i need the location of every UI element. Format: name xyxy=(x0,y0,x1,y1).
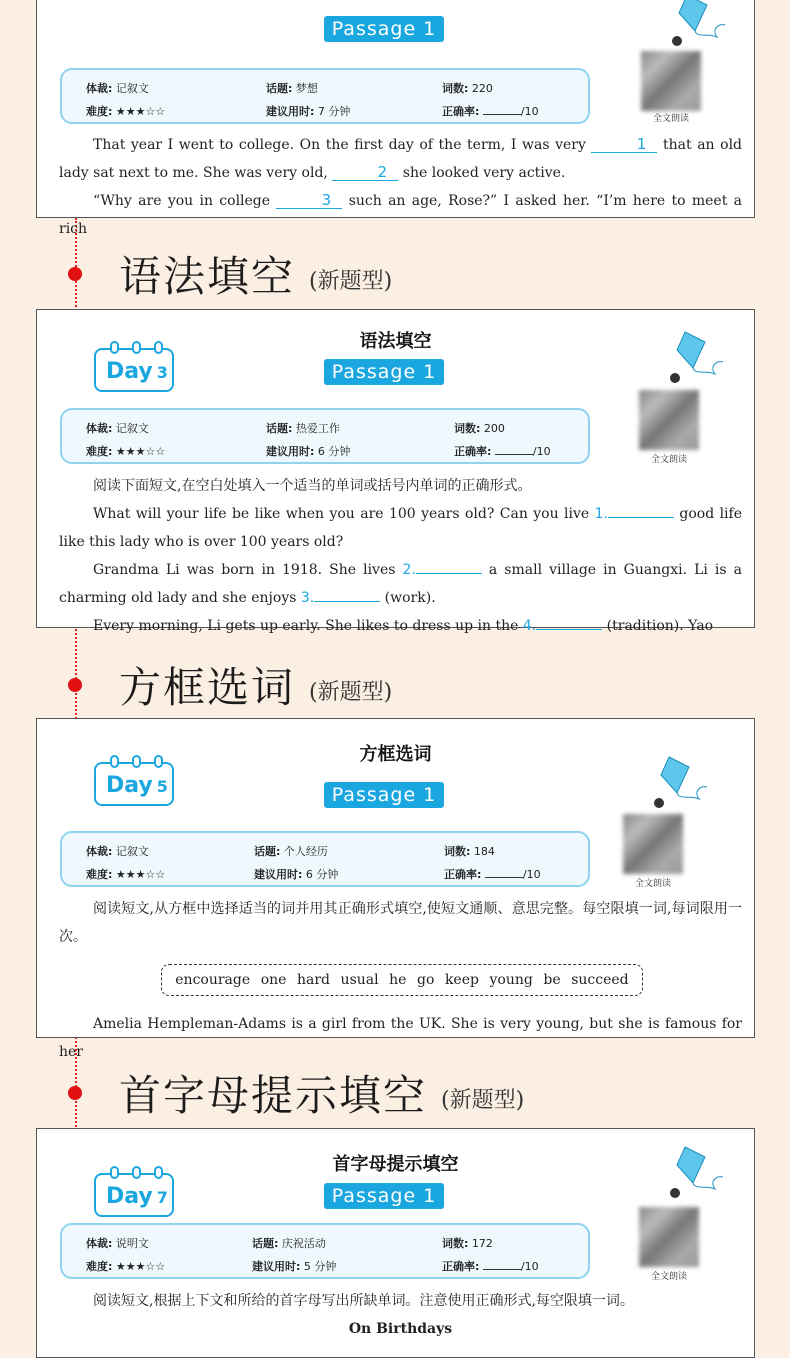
passage-heading: On Birthdays xyxy=(348,1321,453,1337)
info-box: 体裁: 记叙文 话题: 梦想 词数: 220 难度: ★★★☆☆ 建议用时: 7 分钟 正确率: /10 xyxy=(60,68,590,124)
qr-code-icon[interactable] xyxy=(639,390,699,450)
blank-4[interactable] xyxy=(536,629,602,630)
section-heading-grammar xyxy=(58,244,392,304)
qr-label: 全文朗读 xyxy=(652,114,689,124)
passage-text: Amelia Hempleman-Adams is a girl from the UK. She is very young, but she is famous for her xyxy=(59,1016,742,1060)
timeline-dot xyxy=(68,1086,82,1100)
qr-label: 全文朗读 xyxy=(634,879,671,889)
word-option: he xyxy=(389,972,407,988)
passage-badge: Passage 1 xyxy=(324,1183,444,1209)
timeline-dot xyxy=(68,678,82,692)
section-heading-initial-letter xyxy=(58,1063,524,1123)
instructions: 阅读短文,从方框中选择适当的词并用其正确形式填空,使短文通顺、意思完整。每空限填一词,每词限用一次。 xyxy=(59,901,742,945)
instructions: 阅读下面短文,在空白处填入一个适当的单词或括号内单词的正确形式。 xyxy=(93,478,532,494)
blank-2[interactable] xyxy=(416,573,482,574)
word-count: 220 xyxy=(471,82,493,95)
section-title: 语法填空 xyxy=(119,252,296,301)
day-calendar-badge: Day 7 xyxy=(94,1173,174,1217)
instructions: 阅读短文,根据上下文和所给的首字母写出所缺单词。注意使用正确形式,每空限填一词。 xyxy=(93,1293,634,1309)
qr-code-icon[interactable] xyxy=(641,51,701,111)
section-title: 首字母提示填空 xyxy=(119,1071,428,1120)
kite-icon xyxy=(655,1145,725,1200)
word-option: one xyxy=(260,972,287,988)
topic-value: 梦想 xyxy=(295,82,318,95)
kite-icon xyxy=(657,0,727,48)
word-option: succeed xyxy=(571,972,629,988)
kite-icon xyxy=(639,755,709,810)
difficulty-stars: ★★★☆☆ xyxy=(115,105,166,118)
section-subtitle: (新题型) xyxy=(309,268,393,294)
section-subtitle: (新题型) xyxy=(309,679,393,705)
day-calendar-badge: Day 5 xyxy=(94,762,174,806)
passage-badge: Passage 1 xyxy=(324,16,444,42)
blank-3[interactable] xyxy=(314,601,380,602)
qr-label: 全文朗读 xyxy=(650,455,687,465)
card-title: 语法填空 xyxy=(359,331,432,352)
info-box: 体裁: 说明文 话题: 庆祝活动 词数: 172 难度: ★★★☆☆ 建议用时: 5 分钟 正确率: /10 xyxy=(60,1223,590,1279)
card-grammar-fill xyxy=(36,309,755,634)
word-option: be xyxy=(543,972,561,988)
card-passage-1 xyxy=(36,0,755,237)
section-subtitle: (新题型) xyxy=(441,1087,525,1113)
genre-value: 记叙文 xyxy=(115,82,149,95)
word-option: keep xyxy=(444,972,479,988)
passage-text: That year I went to college. On the first day of the term, I was very 1 that an old lady sat next to me. She was very old, 2 she looked very active. “Why are you in college 3 such an age, Rose?” I asked her. “I’m here to meet a rich xyxy=(59,135,743,237)
word-option: young xyxy=(489,972,533,988)
card-box-words xyxy=(36,718,755,1060)
info-box: 体裁: 记叙文 话题: 热爱工作 词数: 200 难度: ★★★☆☆ 建议用时: 6 分钟 正确率: /10 xyxy=(60,408,590,464)
word-option: go xyxy=(417,972,435,988)
blank-1[interactable] xyxy=(608,517,674,518)
blank-3[interactable]: 3 xyxy=(276,192,342,209)
blank-2[interactable]: 2 xyxy=(332,164,398,181)
qr-code-icon[interactable] xyxy=(623,814,683,874)
word-option: encourage xyxy=(175,972,251,988)
timeline-dot xyxy=(68,267,82,281)
kite-icon xyxy=(655,330,725,385)
word-box xyxy=(161,964,643,996)
word-option: usual xyxy=(340,972,379,988)
passage-badge: Passage 1 xyxy=(324,359,444,385)
qr-code-icon[interactable] xyxy=(639,1207,699,1267)
day-calendar-badge: Day 3 xyxy=(94,348,174,392)
card-title: 方框选词 xyxy=(359,744,432,765)
passage-badge: Passage 1 xyxy=(324,782,444,808)
passage-text xyxy=(59,1287,742,1343)
blank-1[interactable]: 1 xyxy=(591,136,657,153)
info-box: 体裁: 记叙文 话题: 个人经历 词数: 184 难度: ★★★☆☆ 建议用时: 6 分钟 正确率: /10 xyxy=(60,831,590,887)
word-option: hard xyxy=(296,972,330,988)
time-value: 7 分钟 xyxy=(317,105,351,118)
card-initial-letter xyxy=(36,1128,755,1358)
card-title: 首字母提示填空 xyxy=(332,1154,459,1175)
passage-text: 阅读下面短文,在空白处填入一个适当的单词或括号内单词的正确形式。 What will your life be like when you are 100 years old? Can you live 1. good life like this lady who is over 100 years old? Grandma Li was born in 1918. She lives 2. a small village in Guangxi. Li is a charming old lady and she enjoys 3. (work). Every morning, Li gets up early. She likes to dress up in the 4. (tradition). Yao xyxy=(59,472,742,640)
qr-label: 全文朗读 xyxy=(650,1272,687,1282)
section-title: 方框选词 xyxy=(119,663,296,712)
section-heading-box-words xyxy=(58,655,392,715)
